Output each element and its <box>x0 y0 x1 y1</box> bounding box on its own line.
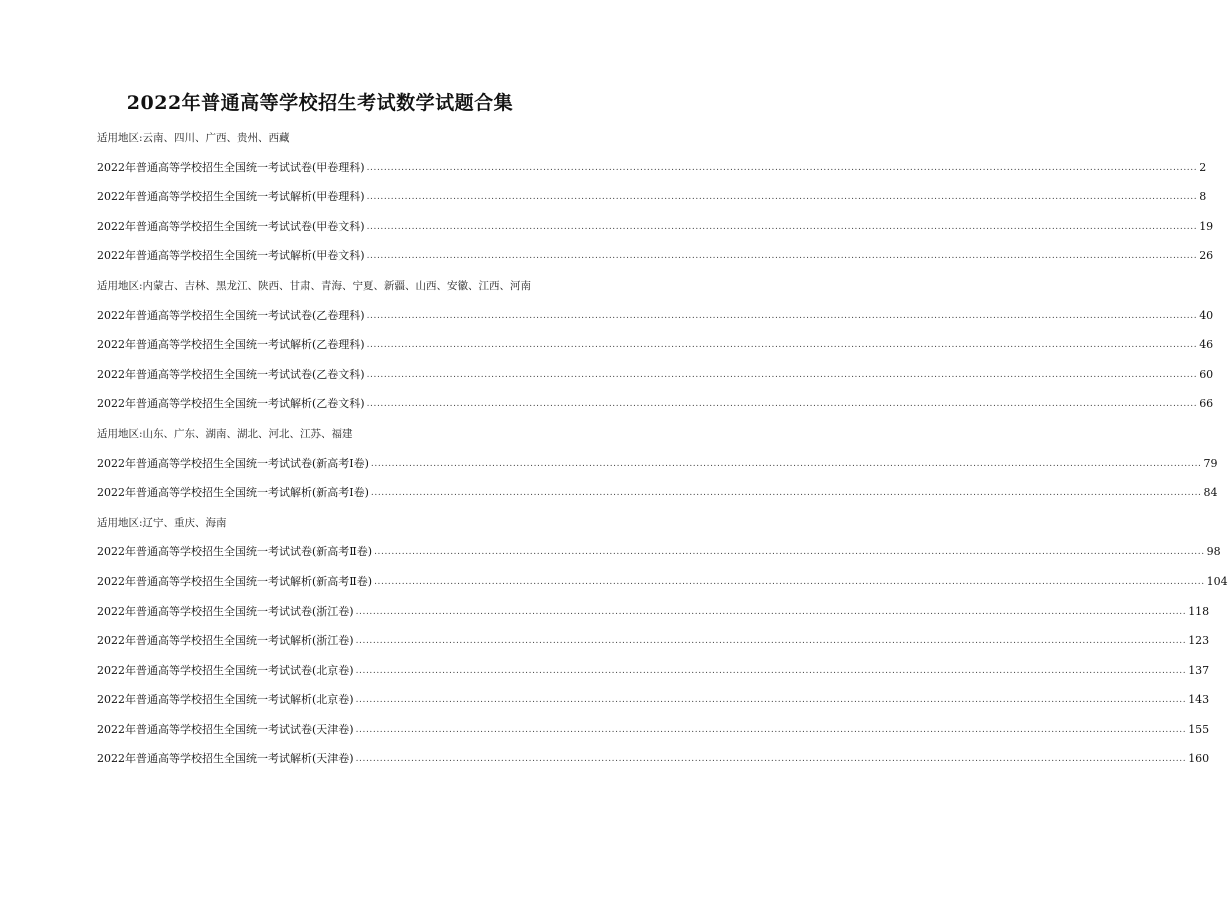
toc-entry[interactable] <box>97 454 1218 484</box>
dot-leader: ................................................................................................................................................................................................................................................ <box>374 547 1205 558</box>
toc-entry[interactable] <box>97 631 1210 661</box>
toc-entry-title: 2022年普通高等学校招生全国统一考试解析(乙卷文科) <box>97 397 365 411</box>
toc-page-number: 143 <box>1188 693 1210 707</box>
toc-entry-title: 2022年普通高等学校招生全国统一考试试卷(乙卷理科) <box>97 308 365 322</box>
dot-leader: ................................................................................................................................................................................................................................................ <box>355 606 1187 617</box>
toc-page-number: 40 <box>1199 308 1214 322</box>
toc-page-number: 118 <box>1188 604 1210 618</box>
toc-page-number: 46 <box>1199 338 1214 352</box>
table-of-contents <box>97 128 1228 779</box>
toc-entry-title: 2022年普通高等学校招生全国统一考试解析(新高考Ⅰ卷) <box>97 486 369 500</box>
toc-entry[interactable] <box>97 720 1210 750</box>
toc-page-number: 2 <box>1199 160 1207 174</box>
region-heading: 适用地区:辽宁、重庆、海南 <box>97 516 227 529</box>
toc-entry[interactable] <box>97 394 1214 424</box>
dot-leader: ................................................................................................................................................................................................................................................ <box>370 488 1202 499</box>
toc-entry[interactable] <box>97 335 1214 365</box>
toc-entry[interactable] <box>97 542 1221 572</box>
toc-page-number: 98 <box>1206 545 1221 559</box>
toc-page-number: 123 <box>1188 634 1210 648</box>
toc-entry[interactable] <box>97 158 1207 188</box>
dot-leader: ................................................................................................................................................................................................................................................ <box>355 754 1187 765</box>
toc-entry-title: 2022年普通高等学校招生全国统一考试试卷(天津卷) <box>97 722 354 736</box>
region-heading: 适用地区:山东、广东、湖南、湖北、河北、江苏、福建 <box>97 427 353 440</box>
document-title: 2022年普通高等学校招生考试数学试题合集 <box>126 92 514 114</box>
toc-page-number: 79 <box>1203 456 1218 470</box>
toc-entry-title: 2022年普通高等学校招生全国统一考试解析(天津卷) <box>97 752 354 766</box>
toc-entry[interactable] <box>97 602 1210 632</box>
toc-entry[interactable] <box>97 365 1214 395</box>
toc-entry[interactable] <box>97 217 1214 247</box>
dot-leader: ................................................................................................................................................................................................................................................ <box>355 636 1187 647</box>
dot-leader: ................................................................................................................................................................................................................................................ <box>355 695 1187 706</box>
toc-entry-title: 2022年普通高等学校招生全国统一考试解析(新高考Ⅱ卷) <box>97 574 373 588</box>
dot-leader: ................................................................................................................................................................................................................................................ <box>370 458 1202 469</box>
toc-entry-title: 2022年普通高等学校招生全国统一考试试卷(浙江卷) <box>97 604 354 618</box>
toc-page-number: 84 <box>1203 486 1218 500</box>
toc-entry-title: 2022年普通高等学校招生全国统一考试试卷(北京卷) <box>97 663 354 677</box>
toc-page-number: 60 <box>1199 367 1214 381</box>
dot-leader: ................................................................................................................................................................................................................................................ <box>366 399 1198 410</box>
toc-page-number: 8 <box>1199 190 1207 204</box>
toc-entry-title: 2022年普通高等学校招生全国统一考试解析(乙卷理科) <box>97 338 365 352</box>
toc-entry-title: 2022年普通高等学校招生全国统一考试试卷(新高考Ⅱ卷) <box>97 545 373 559</box>
toc-entry[interactable] <box>97 306 1214 336</box>
toc-page-number: 160 <box>1188 752 1210 766</box>
toc-entry[interactable] <box>97 661 1210 691</box>
toc-entry-title: 2022年普通高等学校招生全国统一考试试卷(甲卷文科) <box>97 219 365 233</box>
dot-leader: ................................................................................................................................................................................................................................................ <box>355 665 1187 676</box>
dot-leader: ................................................................................................................................................................................................................................................ <box>366 340 1198 351</box>
toc-entry[interactable] <box>97 572 1228 602</box>
dot-leader: ................................................................................................................................................................................................................................................ <box>366 162 1198 173</box>
toc-entry[interactable] <box>97 246 1214 276</box>
region-heading: 适用地区:云南、四川、广西、贵州、西藏 <box>97 132 290 144</box>
dot-leader: ................................................................................................................................................................................................................................................ <box>366 221 1198 232</box>
dot-leader: ................................................................................................................................................................................................................................................ <box>366 251 1198 262</box>
dot-leader: ................................................................................................................................................................................................................................................ <box>374 576 1205 587</box>
toc-page-number: 19 <box>1199 219 1214 233</box>
dot-leader: ................................................................................................................................................................................................................................................ <box>366 192 1198 203</box>
toc-entry-title: 2022年普通高等学校招生全国统一考试试卷(乙卷文科) <box>97 367 365 381</box>
toc-page-number: 104 <box>1206 574 1228 588</box>
toc-entry[interactable] <box>97 483 1218 513</box>
toc-entry-title: 2022年普通高等学校招生全国统一考试解析(北京卷) <box>97 693 354 707</box>
toc-entry-title: 2022年普通高等学校招生全国统一考试试卷(甲卷理科) <box>97 160 365 174</box>
toc-entry[interactable] <box>97 690 1210 720</box>
toc-page-number: 26 <box>1199 249 1214 263</box>
region-heading: 适用地区:内蒙古、吉林、黑龙江、陕西、甘肃、青海、宁夏、新疆、山西、安徽、江西、河南 <box>97 279 532 292</box>
dot-leader: ................................................................................................................................................................................................................................................ <box>366 369 1198 380</box>
toc-entry-title: 2022年普通高等学校招生全国统一考试解析(浙江卷) <box>97 634 354 648</box>
toc-entry-title: 2022年普通高等学校招生全国统一考试试卷(新高考Ⅰ卷) <box>97 456 369 470</box>
toc-page-number: 137 <box>1188 663 1210 677</box>
dot-leader: ................................................................................................................................................................................................................................................ <box>366 310 1198 321</box>
dot-leader: ................................................................................................................................................................................................................................................ <box>355 724 1187 735</box>
toc-page-number: 66 <box>1199 397 1214 411</box>
toc-entry[interactable] <box>97 187 1207 217</box>
toc-page-number: 155 <box>1188 722 1210 736</box>
toc-entry-title: 2022年普通高等学校招生全国统一考试解析(甲卷文科) <box>97 249 365 263</box>
toc-entry[interactable] <box>97 749 1210 779</box>
toc-entry-title: 2022年普通高等学校招生全国统一考试解析(甲卷理科) <box>97 190 365 204</box>
